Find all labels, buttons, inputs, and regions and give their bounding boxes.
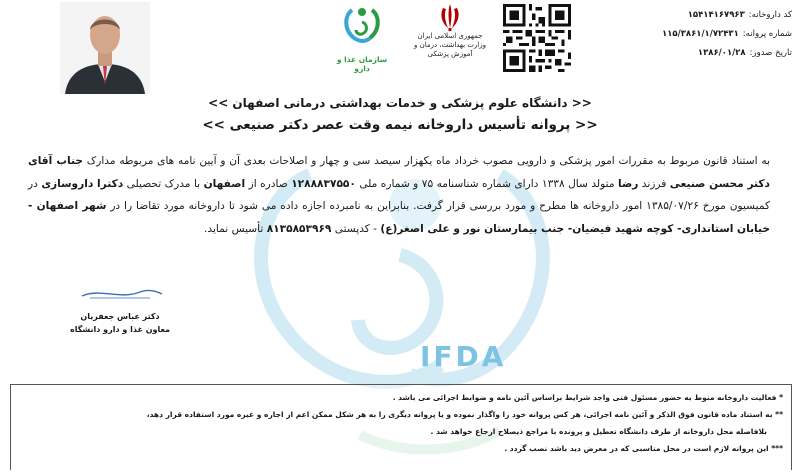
permit-number-label: شماره پروانه: [742, 29, 792, 39]
note-item: *** این پروانه لازم است در محل مناسبی که در معرض دید باشد نصب گردد . [504, 444, 783, 453]
note-item: ** به استناد ماده قانون فوق الذکر و آئین نامه اجرائی، هر کس پروانه خود را واگذار نموده و یا پروانه دیگری را به هر شکل ممکن اعم از اجاره و غیره مورد استفاده قرار دهد، [146, 410, 783, 419]
permit-number-value: ۱۱۵/۳۸۶۱/۱/۷۲۴۳۱ [662, 29, 739, 39]
university-title: << دانشگاه علوم پزشکی و خدمات بهداشتی درمانی اصفهان >> [208, 96, 592, 110]
qr-code-icon [503, 4, 571, 72]
issue-date-row [617, 44, 792, 63]
body-text-8: تأسیس نماید. [204, 222, 264, 235]
iran-emblem [410, 2, 490, 74]
ifda-caption: سازمان غذا و دارو [336, 55, 388, 73]
national-id: ۱۲۸۸۸۳۷۵۵۰ [291, 177, 356, 190]
ifda-logo-icon [340, 2, 384, 50]
document-meta [617, 6, 792, 63]
pharmacy-code-label: کد داروخانه: [748, 10, 792, 20]
signature-block [70, 282, 170, 336]
signatory-name: دکتر عباس جعفریان [80, 312, 160, 321]
signature-stroke-icon [70, 282, 170, 306]
issued-city: اصفهان [203, 177, 246, 190]
ifda-logo [328, 2, 396, 74]
portrait-photo [60, 2, 150, 94]
permit-title: << پروانه تأسیس داروخانه نیمه وقت عصر دکتر صنیعی >> [202, 117, 598, 133]
pharmacy-code-value: ۱۵۴۱۴۱۶۷۹۶۳ [687, 10, 745, 20]
body-text-5: با مدرک تحصیلی [126, 177, 201, 190]
body-text-1: به استناد قانون مربوط به مقررات امور پزشکی و دارویی مصوب خرداد ماه یکهزار سیصد سی و چهار و اصلاحات بعدی آن و آیین نامه های مربوطه مدارک [86, 155, 770, 167]
body-text-6: در کمیسیون مورخ ۱۳۸۵/۰۷/۲۶ امور داروخانه ها مطرح و مورد بررسی قرار گرفت. بنابراین به نامبرده اجازه داده می شود تا داروخانه مورد تقاضا را در [28, 177, 770, 212]
degree: دکترا داروسازی [41, 177, 124, 190]
permit-body [28, 150, 770, 240]
iran-emblem-icon [437, 2, 463, 32]
father-name: رضا [617, 177, 639, 190]
issue-date-value: ۱۳۸۶/۰۱/۲۸ [697, 48, 746, 58]
note-item: * فعالیت داروخانه منوط به حضور مسئول فنی واجد شرایط براساس آئین نامه و ضوابط اجرائی می باشد . [392, 393, 783, 402]
ministry-caption-line1: جمهوری اسلامی ایران [417, 32, 483, 40]
note-item-continuation: بلافاصله محل داروخانه از طرف دانشگاه تعطیل و پرونده با مراجع ذیصلاح ارجاع خواهد شد . [430, 427, 767, 436]
signatory-title: معاون غذا و دارو دانشگاه [69, 325, 170, 334]
pharmacy-code-row [617, 6, 792, 25]
issue-date-label: تاریخ صدور: [749, 48, 792, 58]
notes-box [10, 384, 792, 470]
holder-name: جناب آقای دکتر محسن صنیعی [28, 155, 770, 190]
permit-number-row [617, 25, 792, 44]
body-text-7: - کدپستی [334, 222, 377, 235]
ministry-caption-line2: وزارت بهداشت، درمان و آموزش پزشکی [413, 41, 487, 58]
body-text-3: متولد سال ۱۳۳۸ دارای شماره شناسنامه ۷۵ و شماره ملی [359, 177, 615, 190]
body-text-2: فرزند [641, 177, 667, 190]
ifda-watermark-label: IFDA [420, 340, 507, 373]
pharmacy-address: شهر اصفهان - خیابان استانداری- کوچه شهید فیضیان- جنب بیمارستان نور و علی اصغر(ع) [28, 200, 770, 235]
postal-code: ۸۱۳۵۸۵۳۹۶۹ [266, 222, 332, 235]
body-text-4: صادره از [248, 177, 288, 190]
